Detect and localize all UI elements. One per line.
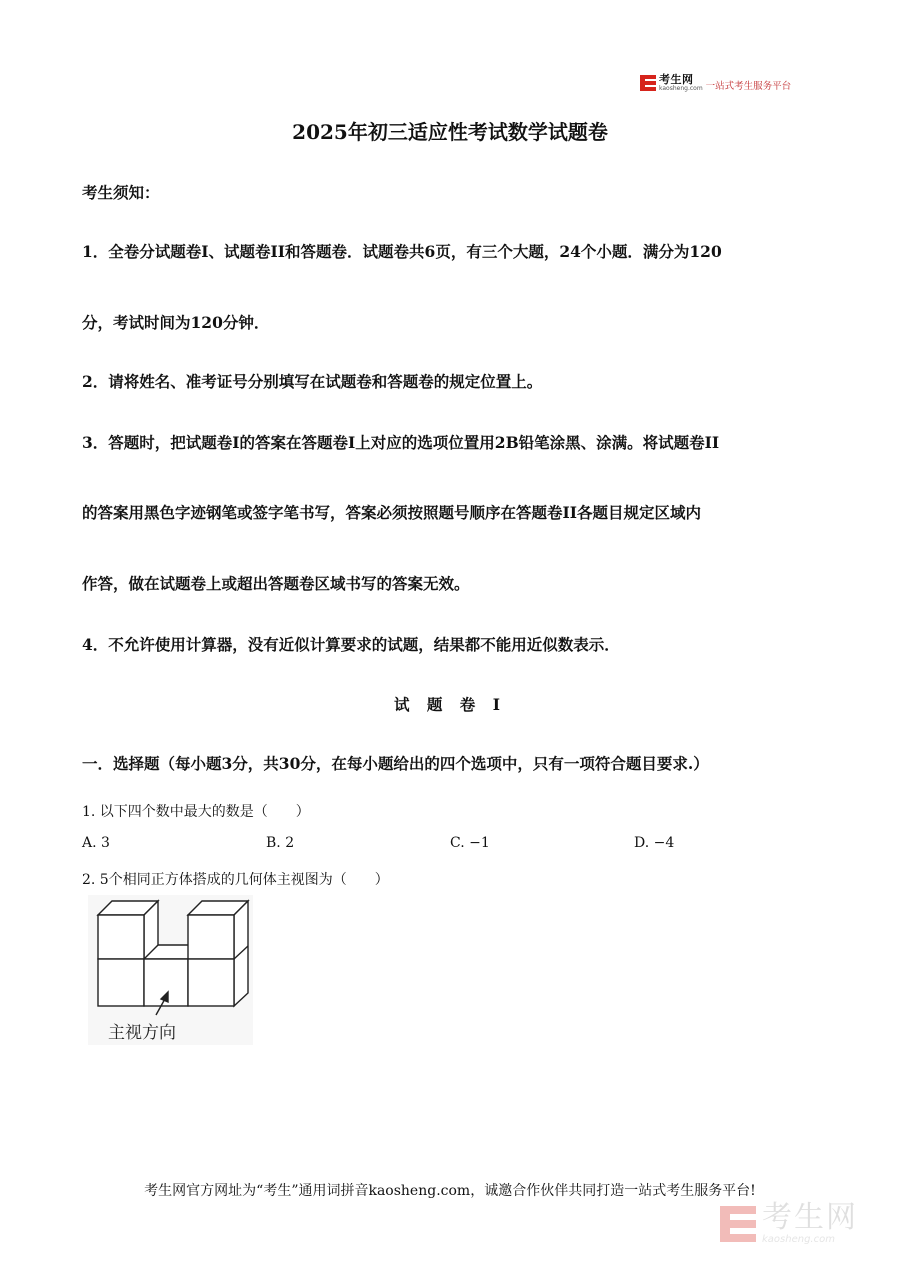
- notice-item-3-line-2: 的答案用黑色字迹钢笔或签字笔书写，答案必须按照题号顺序在答题卷II各题目规定区域内: [82, 503, 702, 522]
- watermark-domain: kaosheng.com: [762, 1234, 835, 1245]
- notice-item-3-line-3: 作答，做在试题卷上或超出答题卷区域书写的答案无效。: [82, 574, 470, 593]
- question-2-figure: [88, 895, 253, 1045]
- question-1-option-a: A. 3: [82, 835, 110, 851]
- logo-text: 考生网: [659, 73, 694, 86]
- notice-item-1-line-1: 1．全卷分试题卷I、试题卷II和答题卷．试题卷共6页，有三个大题，24个小题．满分为120: [82, 242, 722, 261]
- question-1-option-c: C. −1: [450, 835, 490, 851]
- question-2-stem: 2. 5个相同正方体搭成的几何体主视图为（ ）: [82, 872, 389, 888]
- question-1-option-d: D. −4: [634, 835, 675, 851]
- question-1-stem: 1. 以下四个数中最大的数是（ ）: [82, 804, 310, 820]
- watermark-logo-icon: [720, 1206, 756, 1242]
- notice-item-2: 2．请将姓名、准考证号分别填写在试题卷和答题卷的规定位置上。: [82, 372, 543, 391]
- notice-item-1-line-2: 分，考试时间为120分钟．: [82, 313, 270, 332]
- logo-domain: kaosheng.com: [659, 85, 703, 92]
- notice-heading: 考生须知：: [82, 183, 160, 202]
- watermark-text: 考生网: [762, 1200, 858, 1235]
- logo-slogan: 一站式考生服务平台: [705, 81, 792, 92]
- kaosheng-logo-icon: [640, 75, 656, 91]
- section-title: 试 题 卷 I: [394, 695, 506, 714]
- watermark: [720, 1200, 858, 1245]
- footer-text: 考生网官方网址为“考生”通用词拼音kaosheng.com，诚邀合作伙伴共同打造一站式考生服务平台!: [144, 1183, 756, 1199]
- page-title: 2025年初三适应性考试数学试题卷: [292, 120, 608, 144]
- cube-figure: [88, 895, 253, 1045]
- notice-item-3-line-1: 3．答题时，把试题卷I的答案在答题卷I上对应的选项位置用2B铅笔涂黑、涂满。将试题卷II: [82, 433, 720, 452]
- notice-item-4: 4．不允许使用计算器，没有近似计算要求的试题，结果都不能用近似数表示．: [82, 635, 620, 654]
- site-logo[interactable]: [640, 72, 791, 94]
- question-1-option-b: B. 2: [266, 835, 295, 851]
- part-1-heading: 一．选择题（每小题3分，共30分，在每小题给出的四个选项中，只有一项符合题目要求.）: [82, 754, 709, 773]
- figure-label: 主视方向: [108, 1023, 176, 1043]
